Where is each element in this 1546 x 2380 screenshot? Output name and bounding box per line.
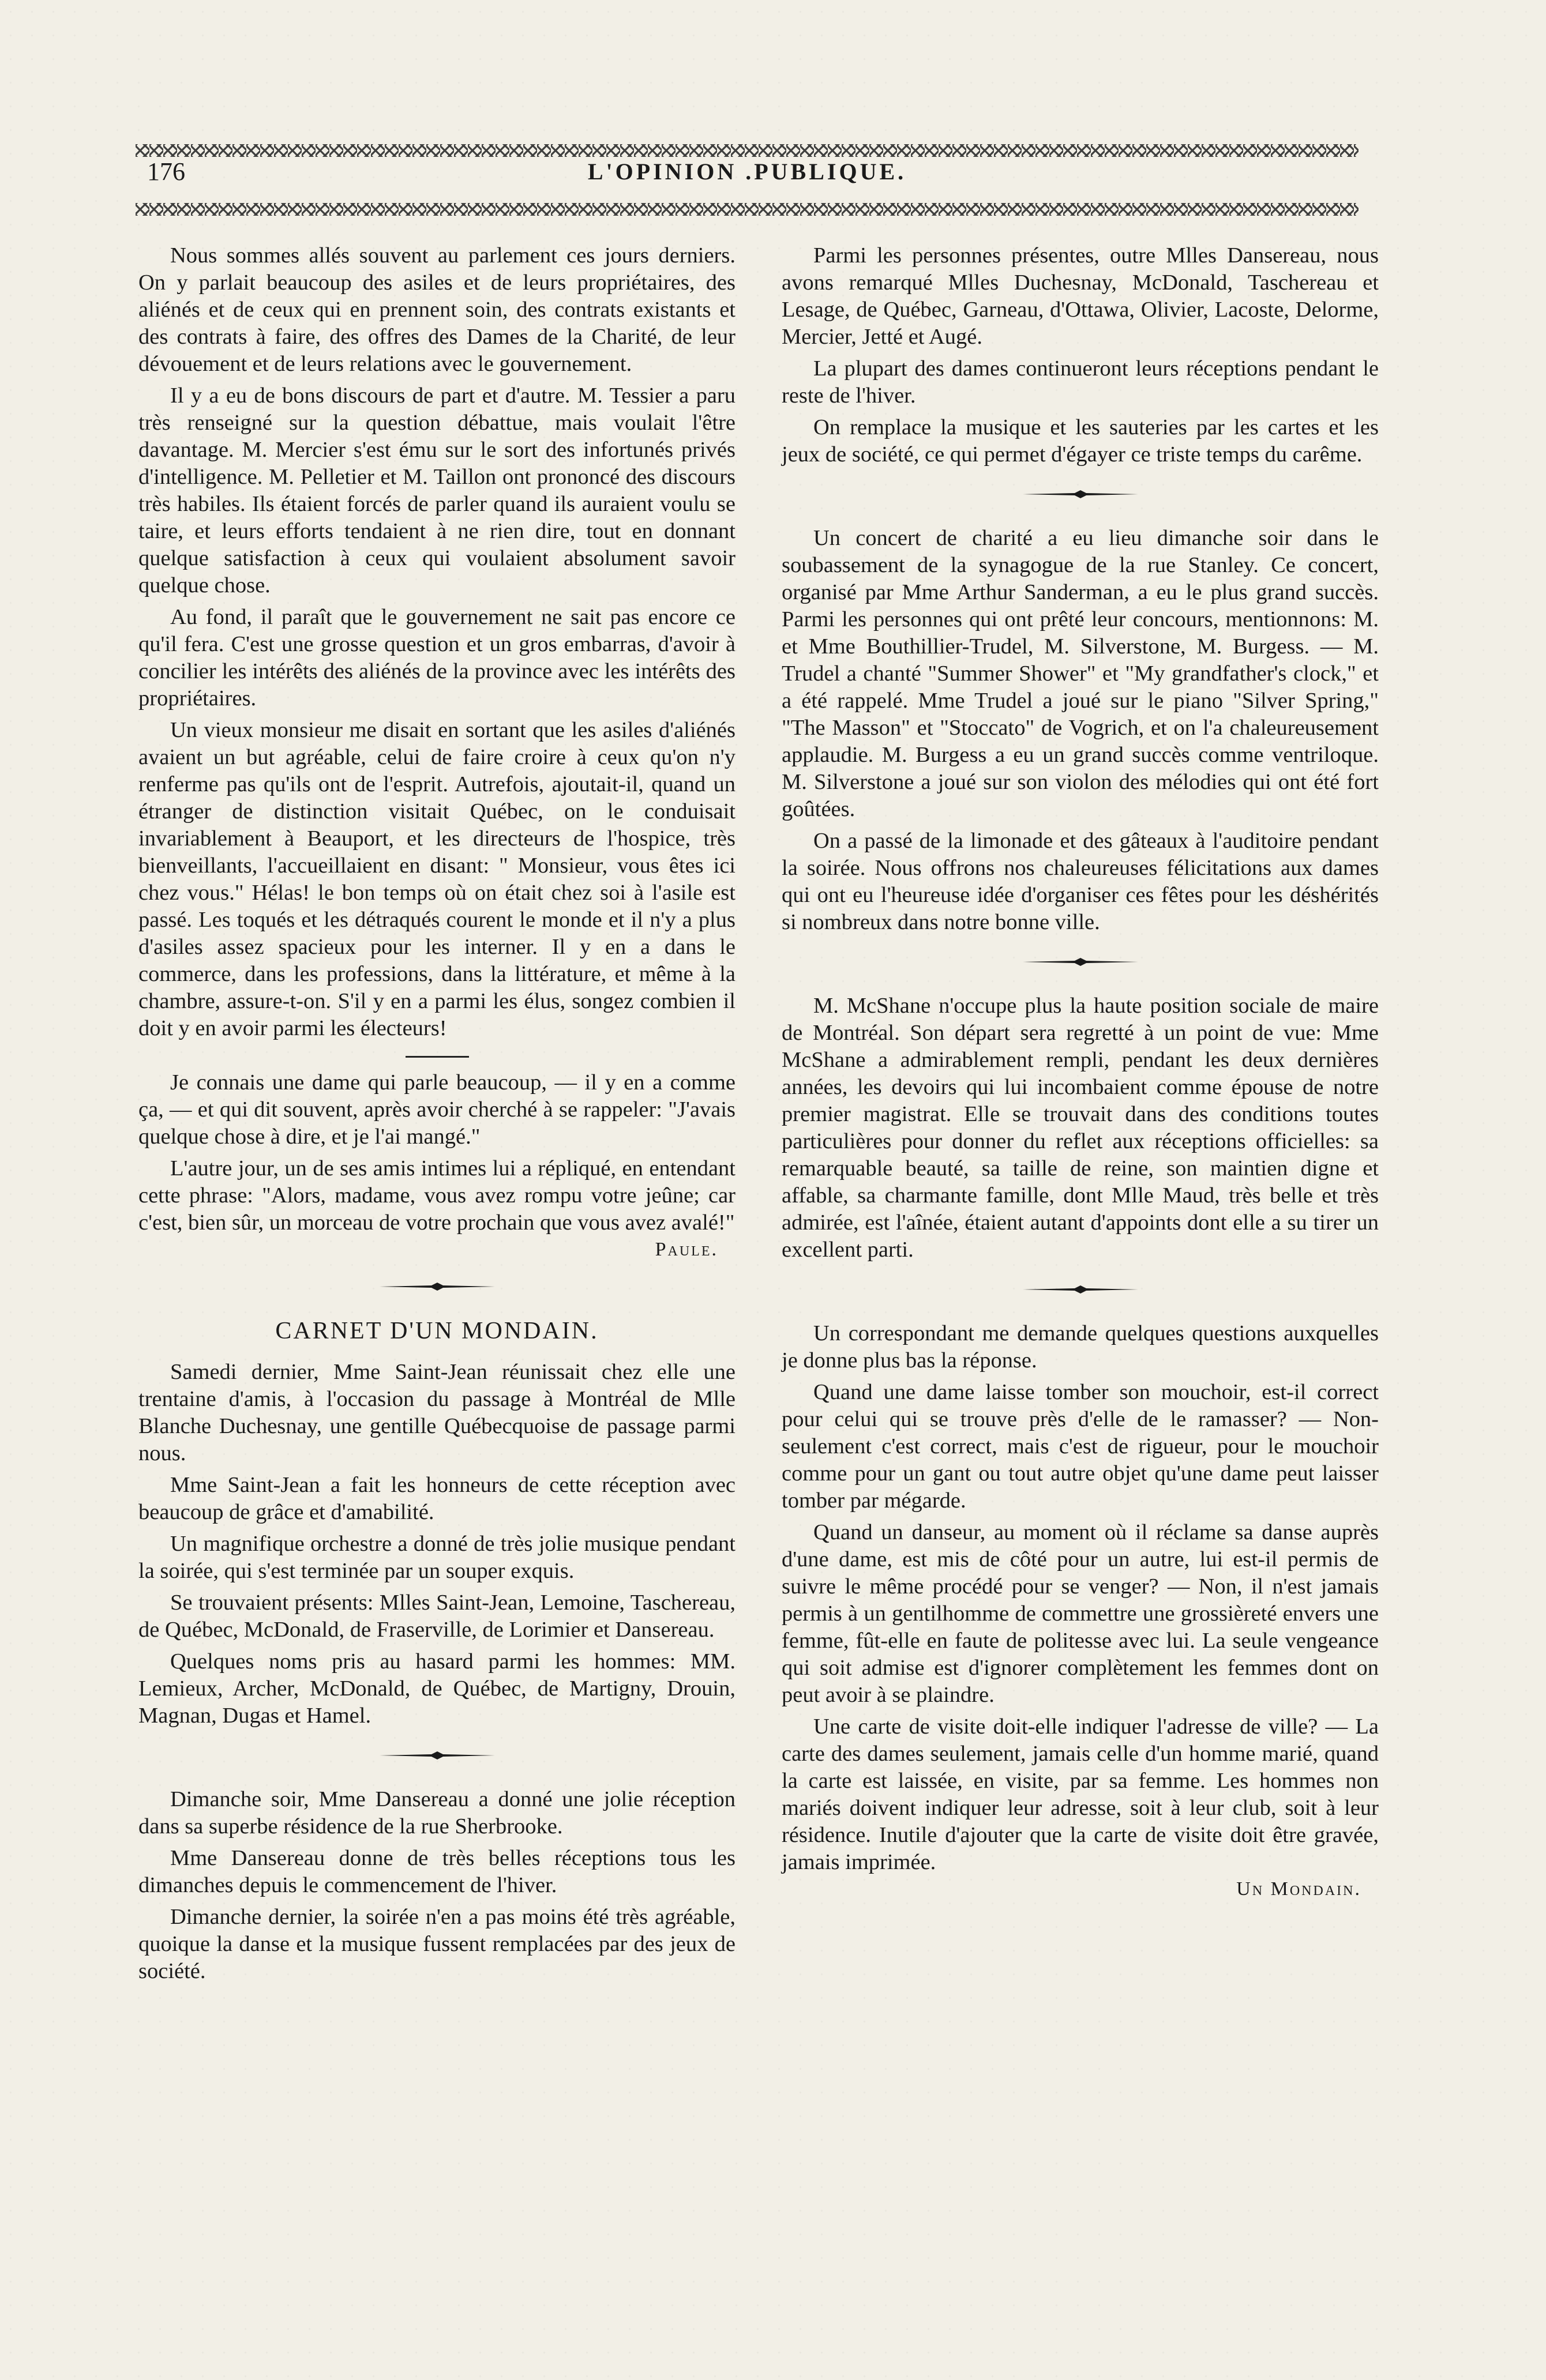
paragraph: M. McShane n'occupe plus la haute position sociale de maire de Montréal. Son départ sera regretté à un point de vue: Mme McShane a admirablement rempli, pendant les deux dernières années, les devoirs qui lui incombaient comme épouse de notre premier magistrat. Elle se trouvait dans des conditions toutes particulières pour donner du reflet aux réceptions officielles: sa remarquable beauté, sa taille de reine, son maintien digne et affable, sa charmante famille, dont Mlle Maud, très belle et très admirée, est l'aînée, étaient autant d'appoints dont elle a su tirer un excellent parti. xyxy=(782,994,1379,1262)
paragraph: Dimanche dernier, la soirée n'en a pas moins été très agréable, quoique la danse et la musique fussent remplacées par des jeux de société. xyxy=(138,1905,736,1983)
left-column xyxy=(138,242,736,1985)
section-title: CARNET D'UN MONDAIN. xyxy=(275,1318,599,1344)
ornament-divider xyxy=(368,1747,506,1764)
dansereau-article xyxy=(138,1786,736,1985)
paragraph: Un magnifique orchestre a donné de très jolie musique pendant la soirée, qui s'est terminée par un souper exquis. xyxy=(138,1532,736,1583)
paragraph: L'autre jour, un de ses amis intimes lui a répliqué, en entendant cette phrase: "Alors, madame, vous avez rompu votre jeûne; car c'est, bien sûr, un morceau de votre prochain que vous avez avalé!" xyxy=(138,1156,736,1235)
carnet-article xyxy=(138,1359,736,1729)
paragraph: Un concert de charité a eu lieu dimanche soir dans le soubassement de la synagogue de la rue Stanley. Ce concert, organisé par Mme Arthur Sanderman, a eu le plus grand succès. Parmi les personnes qui ont prêté leur concours, mentionnons: M. et Mme Bouthillier-Trudel, M. Silverstone, M. Burgess. — M. Trudel a chanté "Summer Shower" et "My grandfather's clock," et a été rappelé. Mme Trudel a joué sur le piano "Silver Spring," "The Masson" et "Stoccato" de Vogrich, et on l'a chaleureusement applaudie. M. Burgess a eu un grand succès comme ventriloque. M. Silverstone a joué sur son violon des mélodies qui ont été fort goûtées. xyxy=(782,526,1379,821)
top-wavy-rule xyxy=(136,144,1359,157)
signature-paule: Paule. xyxy=(655,1239,718,1260)
paragraph: Une carte de visite doit-elle indiquer l'adresse de ville? — La carte des dames seulement, jamais celle d'un homme marié, quand la carte est laissée, en visite, par sa femme. Les hommes non mariés doivent indiquer leur adresse, soit à leur club, soit à leur résidence. Inutile d'ajouter que la carte de visite doit être gravée, jamais imprimée. xyxy=(782,1714,1379,1874)
paragraph: Samedi dernier, Mme Saint-Jean réunissait chez elle une trentaine d'amis, à l'occasion du passage à Montréal de Mlle Blanche Duchesnay, une gentille Québecquoise de passage parmi nous. xyxy=(138,1360,736,1465)
ornament-divider xyxy=(1011,953,1150,971)
paragraph: On a passé de la limonade et des gâteaux à l'auditoire pendant la soirée. Nous offrons nos chaleureuses félicitations aux dames qui ont eu l'heureuse idée d'organiser ces fêtes pour les déshérités si nombreux dans notre bonne ville. xyxy=(782,829,1379,934)
anecdote-article xyxy=(138,1069,736,1261)
ornament-divider xyxy=(368,1278,506,1295)
paragraph: Quand un danseur, au moment où il réclame sa danse auprès d'une dame, est mis de côté pour un autre, lui est-il permis de suivre le même procédé pour se venger? — Non, il n'est jamais permis à un gentilhomme de commettre une grossièreté envers une femme, fût-elle en faute de politesse avec lui. La seule vengeance qui soit admise est d'ignorer complètement les femmes dont on peut avoir à se plaindre. xyxy=(782,1520,1379,1707)
paragraph: Quand une dame laisse tomber son mouchoir, est-il correct pour celui qui se trouve près d'elle de le ramasser? — Non-seulement c'est correct, mais c'est de rigueur, pour le mouchoir comme pour un gant ou tout autre objet qu'une dame peut laisser tomber par mégarde. xyxy=(782,1380,1379,1513)
paragraph: Mme Dansereau donne de très belles réceptions tous les dimanches depuis le commencement de l'hiver. xyxy=(138,1846,736,1897)
paragraph: On remplace la musique et les sauteries par les cartes et les jeux de société, ce qui permet d'égayer ce triste temps du carême. xyxy=(782,415,1379,467)
paragraph: Se trouvaient présents: Mlles Saint-Jean, Lemoine, Taschereau, de Québec, McDonald, de Fraserville, de Lorimier et Dansereau. xyxy=(138,1591,736,1642)
right-column xyxy=(782,242,1379,1900)
header-bottom-wavy-rule xyxy=(136,203,1359,216)
ornament-divider xyxy=(1011,486,1150,503)
paragraph: Quelques noms pris au hasard parmi les hommes: MM. Lemieux, Archer, McDonald, de Québec, de Martigny, Drouin, Magnan, Dugas et Hamel. xyxy=(138,1649,736,1728)
paragraph: Il y a eu de bons discours de part et d'autre. M. Tessier a paru très renseigné sur la question débattue, mais voulait l'être davantage. M. Mercier s'est ému sur le sort des infortunés privés d'intelligence. M. Pelletier et M. Taillon ont prononcé des discours très habiles. Ils étaient forcés de parler quand ils auraient voulu se taire, et leurs efforts tendaient à ne rien dire, tout en donnant quelque satisfaction à ceux qui voulaient absolument savoir quelque chose. xyxy=(138,383,736,597)
paragraph: Nous sommes allés souvent au parlement ces jours derniers. On y parlait beaucoup des asiles et de leurs propriétaires, des aliénés et de ceux qui en prennent soin, des contrats existants et des contrats à faire, des offres des Dames de la Charité, de leur dévouement et de leurs relations avec le gouvernement. xyxy=(138,243,736,376)
paragraph: Un correspondant me demande quelques questions auxquelles je donne plus bas la réponse. xyxy=(782,1321,1379,1373)
paragraph: Dimanche soir, Mme Dansereau a donné une jolie réception dans sa superbe résidence de la rue Sherbrooke. xyxy=(138,1787,736,1838)
signature-un-mondain: Un Mondain. xyxy=(1236,1878,1361,1900)
paragraph: Parmi les personnes présentes, outre Mlles Dansereau, nous avons remarqué Mlles Duchesnay, McDonald, Taschereau et Lesage, de Québec, Garneau, d'Ottawa, Olivier, Lacoste, Delorme, Mercier, Jetté et Augé. xyxy=(782,243,1379,349)
paragraph: Au fond, il paraît que le gouvernement ne sait pas encore ce qu'il fera. C'est une grosse question et un gros embarras, d'avoir à concilier les intérêts des aliénés de la province avec les intérêts des propriétaires. xyxy=(138,605,736,710)
questions-article xyxy=(782,1320,1379,1900)
paragraph: Mme Saint-Jean a fait les honneurs de cette réception avec beaucoup de grâce et d'amabilité. xyxy=(138,1473,736,1524)
paragraph: Je connais une dame qui parle beaucoup, — il y en a comme ça, — et qui dit souvent, après avoir cherché à se rappeler: "J'avais quelque chose à dire, et je l'ai mangé." xyxy=(138,1070,736,1149)
journal-title: L'OPINION .PUBLIQUE. xyxy=(587,159,907,185)
mcshane-article xyxy=(782,992,1379,1264)
page-number: 176 xyxy=(147,157,185,186)
concert-article xyxy=(782,525,1379,936)
guests-article xyxy=(782,242,1379,468)
ornament-divider xyxy=(1011,1281,1150,1298)
short-separator-rule xyxy=(406,1056,469,1058)
running-header xyxy=(136,157,1359,191)
paragraph: La plupart des dames continueront leurs réceptions pendant le reste de l'hiver. xyxy=(782,356,1379,408)
parliament-article xyxy=(138,242,736,1042)
paragraph: Un vieux monsieur me disait en sortant que les asiles d'aliénés avaient un but agréable, celui de faire croire à ceux qu'on n'y renferme pas qu'ils ont de l'esprit. Autrefois, ajoutait-il, quand un étranger de distinction visitait Québec, on le conduisait invariablement à Beauport, et les directeurs de l'hospice, très bienveillants, l'accueillaient en disant: " Monsieur, vous êtes ici chez vous." Hélas! le bon temps où on était chez soi à l'asile est passé. Les toqués et les détraqués courent le monde et il n'y a plus d'asiles assez spacieux pour les interner. Il y en a dans le commerce, dans les professions, dans la littérature, et même à la chambre, assure-t-on. S'il y en a parmi les élus, songez combien il doit y en avoir parmi les électeurs! xyxy=(138,718,736,1040)
